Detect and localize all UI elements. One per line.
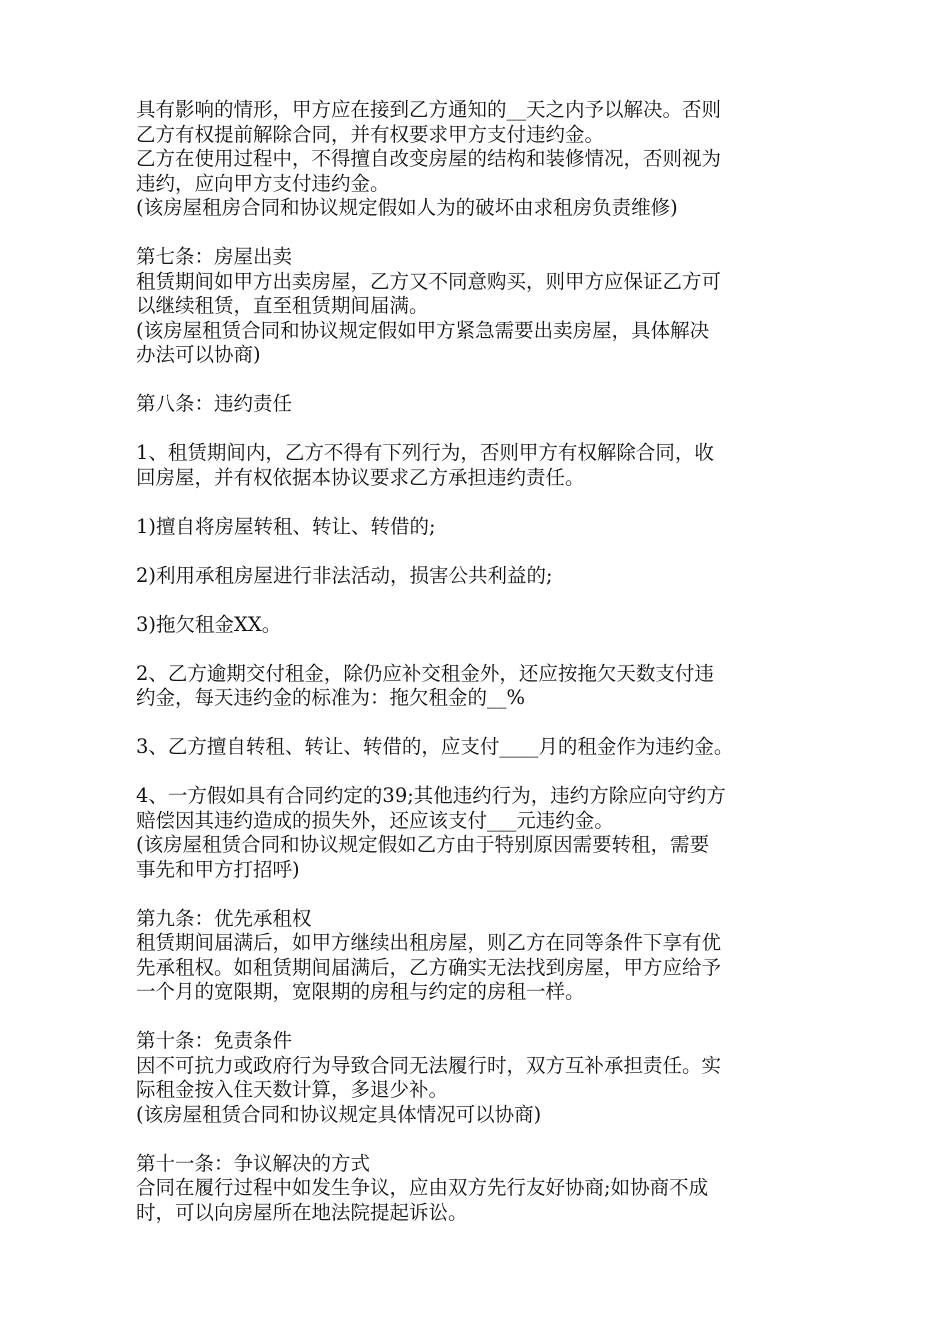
text-line: 第七条：房屋出卖 [136, 245, 293, 268]
text-line: 事先和甲方打招呼) [136, 857, 300, 881]
text-line: 先承租权。如租赁期间届满后，乙方确实无法找到房屋，甲方应给予 [136, 955, 722, 979]
blank-line [136, 637, 826, 662]
text-line: 合同在履行过程中如发生争议，应由双方先行友好协商;如协商不成 [136, 1176, 709, 1199]
blank-line [136, 711, 826, 736]
blank-line [136, 588, 826, 613]
document-page [136, 98, 826, 1225]
text-line: (该房屋租赁合同和协议规定假如乙方由于特别原因需要转租，需要 [136, 833, 710, 856]
text-line: 乙方在使用过程中，不得擅自改变房屋的结构和装修情况，否则视为 [136, 147, 722, 170]
blank-line [136, 539, 826, 564]
text-line: 1)擅自将房屋转租、转让、转借的; [136, 514, 436, 538]
blank-line [136, 882, 826, 907]
text-line: 因不可抗力或政府行为导致合同无法履行时，双方互补承担责任。实 [136, 1053, 722, 1077]
text-line: 时，可以向房屋所在地法院提起诉讼。 [136, 1200, 468, 1224]
text-line: (该房屋租房合同和协议规定假如人为的破坏由求租房负责维修) [136, 196, 678, 219]
text-line: 具有影响的情形，甲方应在接到乙方通知的__天之内予以解决。否则 [136, 98, 722, 121]
blank-line [136, 490, 826, 515]
blank-line [136, 368, 826, 393]
text-line: 违约，应向甲方支付违约金。 [136, 171, 390, 195]
text-line: 3)拖欠租金XX。 [136, 612, 282, 636]
blank-line [136, 221, 826, 246]
text-line: 4、一方假如具有合同约定的39;其他违约行为，违约方除应向守约方 [136, 784, 726, 807]
text-line: 约金，每天违约金的标准为：拖欠租金的__% [136, 686, 526, 709]
text-line: 际租金按入住天数计算，多退少补。 [136, 1078, 449, 1101]
text-line: 以继续租赁，直至租赁期间届满。 [136, 294, 429, 317]
blank-line [136, 417, 826, 442]
text-line: 第十一条：争议解决的方式 [136, 1151, 371, 1175]
text-line: (该房屋租赁合同和协议规定假如甲方紧急需要出卖房屋，具体解决 [136, 318, 710, 342]
text-line: 一个月的宽限期，宽限期的房租与约定的房租一样。 [136, 980, 585, 1003]
blank-line [136, 1127, 826, 1152]
text-line: 乙方有权提前解除合同，并有权要求甲方支付违约金。 [136, 122, 605, 146]
text-line: (该房屋租赁合同和协议规定具体情况可以协商) [136, 1102, 542, 1126]
text-line: 办法可以协商) [136, 343, 261, 366]
blank-line [136, 1005, 826, 1030]
text-line: 租赁期间如甲方出卖房屋，乙方又不同意购买，则甲方应保证乙方可 [136, 269, 722, 293]
text-line: 第八条：违约责任 [136, 392, 293, 415]
text-line: 1、租赁期间内，乙方不得有下列行为，否则甲方有权解除合同，收 [136, 441, 714, 464]
text-line: 第十条：免责条件 [136, 1029, 293, 1052]
blank-line [136, 760, 826, 785]
text-line: 回房屋，并有权依据本协议要求乙方承担违约责任。 [136, 465, 585, 489]
text-line: 赔偿因其违约造成的损失外，还应该支付___元违约金。 [136, 808, 614, 832]
text-line: 租赁期间届满后，如甲方继续出租房屋，则乙方在同等条件下享有优 [136, 931, 722, 954]
text-line: 2、乙方逾期交付租金，除仍应补交租金外，还应按拖欠天数支付违 [136, 661, 714, 685]
text-line: 2)利用承租房屋进行非法活动，损害公共利益的; [136, 563, 553, 587]
text-line: 第九条：优先承租权 [136, 906, 312, 930]
text-line: 3、乙方擅自转租、转让、转借的，应支付____月的租金作为违约金。 [136, 735, 734, 758]
